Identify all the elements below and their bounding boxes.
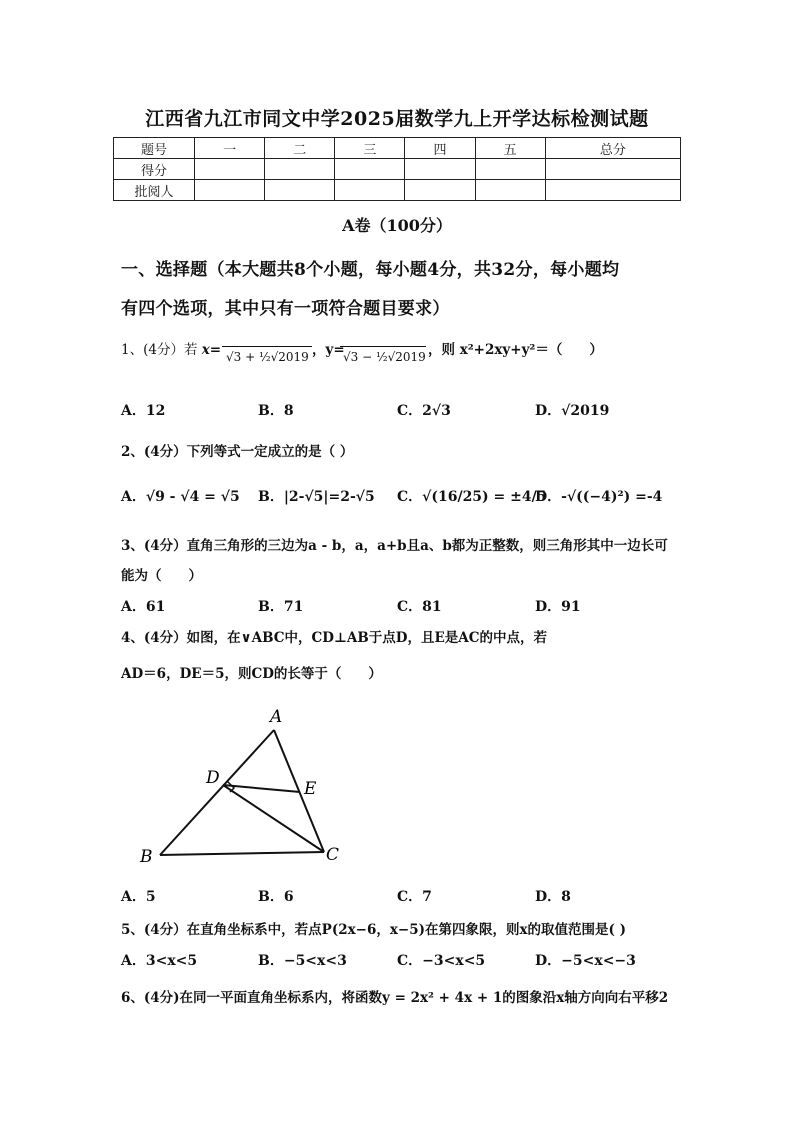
table-cell [335,180,405,201]
section-heading-line1: 一、选择题（本大题共8个小题，每小题4分，共32分，每小题均 [121,260,620,280]
table-cell [265,180,335,201]
table-cell [195,159,265,180]
question-4-option-b[interactable]: B．6 [258,889,294,905]
table-cell [405,159,475,180]
question-1-y-fraction-bar [340,346,426,347]
segment-bc [160,852,324,855]
label-c: C [326,845,340,865]
table-row [114,138,681,159]
question-2-stem: 2、(4分）下列等式一定成立的是（ ） [121,444,354,460]
question-4-option-d[interactable]: D．8 [535,889,571,905]
segment-ab [160,730,274,855]
question-1-option-c[interactable]: C．2√3 [397,403,451,419]
question-1-stem [121,338,221,358]
table-cell: 五 [475,138,545,159]
label-b: B [140,847,153,867]
question-1-x-fraction-bar [222,346,312,347]
question-1-suffix: ，则 x²+2xy+y²＝（ ） [428,342,603,358]
question-1-option-b[interactable]: B．8 [258,403,294,419]
table-cell [475,159,545,180]
question-3-stem-line2: 能为（ ） [121,568,202,584]
question-1-prefix: 1、(4分）若 [121,342,198,358]
table-cell [195,180,265,201]
question-3-option-b[interactable]: B．71 [258,599,304,615]
table-cell [545,159,680,180]
table-row [114,180,681,201]
question-5-option-c[interactable]: C．−3<x<5 [397,953,486,969]
table-cell: 四 [405,138,475,159]
question-3-stem-line1: 3、(4分）直角三角形的三边为a - b，a，a+b且a、b都为正整数，则三角形其中一边长可 [121,538,668,554]
question-6-stem: 6、(4分)在同一平面直角坐标系内，将函数y = 2x² + 4x + 1的图象沿x轴方向向右平移2 [121,990,669,1006]
label-a: A [270,707,283,727]
question-4-option-c[interactable]: C．7 [397,889,432,905]
table-cell: 得分 [114,159,195,180]
table-cell [545,180,680,201]
question-1-option-d[interactable]: D．√2019 [535,403,610,419]
table-row [114,159,681,180]
question-2-option-d[interactable]: D．-√((−4)²) =-4 [535,489,663,505]
table-cell: 一 [195,138,265,159]
label-e: E [304,779,317,799]
label-d: D [206,768,220,788]
table-cell [405,180,475,201]
question-4-stem-line1: 4、(4分）如图，在∨ABC中，CD⊥AB于点D，且E是AC的中点，若 [121,630,548,646]
question-5-stem: 5、(4分）在直角坐标系中，若点P(2x−6，x−5)在第四象限，则x的取值范围是( ) [121,922,627,938]
question-1-x-denominator: √3 + ½√2019 [226,350,309,364]
question-3-option-d[interactable]: D．91 [535,599,581,615]
question-2-option-a[interactable]: A．√9 - √4 = √5 [121,489,240,505]
question-1-y-denominator: √3 − ½√2019 [343,350,426,364]
question-4-option-a[interactable]: A．5 [121,889,156,905]
table-cell: 二 [265,138,335,159]
section-juan-heading: A卷（100分） [342,216,452,235]
table-cell [335,159,405,180]
table-cell: 三 [335,138,405,159]
table-cell [475,180,545,201]
question-3-option-a[interactable]: A．61 [121,599,166,615]
question-5-option-d[interactable]: D．−5<x<−3 [535,953,636,969]
question-2-option-c[interactable]: C．√(16/25) = ±4/5 [397,489,547,505]
question-3-option-c[interactable]: C．81 [397,599,442,615]
question-5-option-b[interactable]: B．−5<x<3 [258,953,347,969]
question-5-option-a[interactable]: A．3<x<5 [121,953,198,969]
page-title: 江西省九江市同文中学2025届数学九上开学达标检测试题 [145,108,649,130]
triangle-figure [120,700,360,875]
table-cell: 总分 [545,138,680,159]
question-1-option-a[interactable]: A．12 [121,403,166,419]
question-2-option-b[interactable]: B．|2-√5|=2-√5 [258,489,375,505]
question-4-stem-line2: AD＝6，DE＝5，则CD的长等于（ ） [121,666,382,682]
section-heading-line2: 有四个选项，其中只有一项符合题目要求） [121,299,450,319]
table-cell [265,159,335,180]
score-table [113,137,681,201]
table-cell: 题号 [114,138,195,159]
question-1-y-label: ，y= [312,342,345,358]
table-cell: 批阅人 [114,180,195,201]
question-1-x-label: x= [201,342,222,358]
